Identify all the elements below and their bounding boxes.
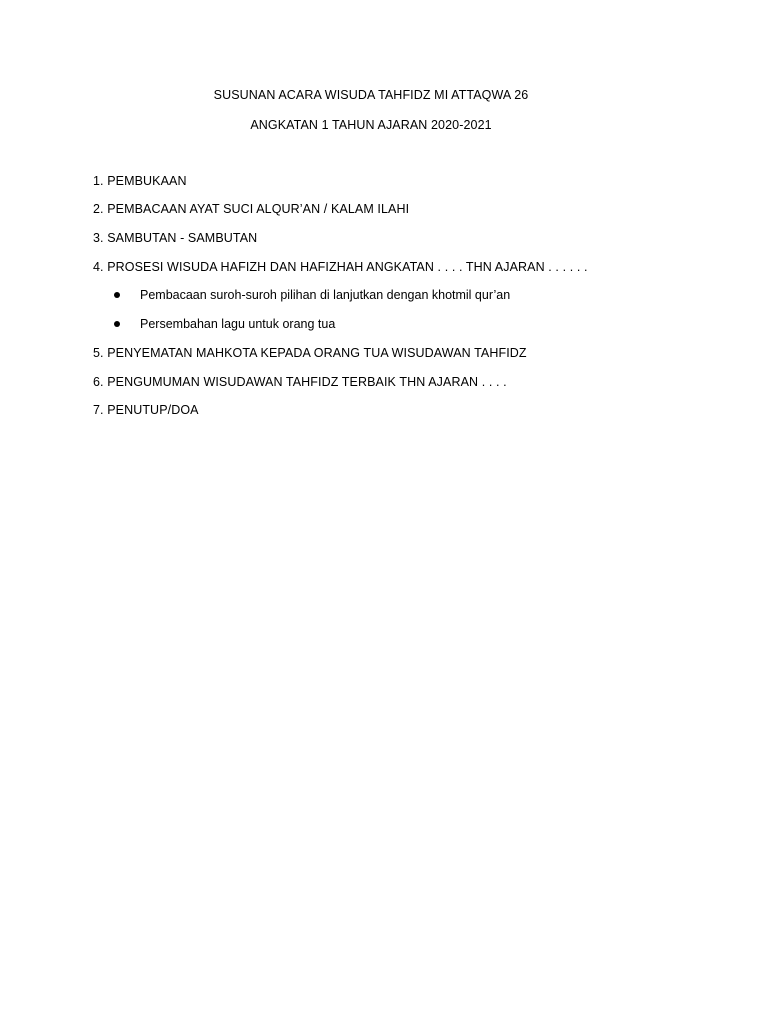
- agenda-subitem-2: [114, 317, 335, 331]
- bullet-icon: [114, 292, 120, 298]
- agenda-subitem-text: Persembahan lagu untuk orang tua: [140, 317, 336, 331]
- document-title: SUSUNAN ACARA WISUDA TAHFIDZ MI ATTAQWA 26: [213, 88, 529, 102]
- document-subtitle: ANGKATAN 1 TAHUN AJARAN 2020-2021: [250, 118, 492, 132]
- agenda-item-6: 6. PENGUMUMAN WISUDAWAN TAHFIDZ TERBAIK THN AJARAN . . . .: [93, 375, 507, 389]
- agenda-item-2: 2. PEMBACAAN AYAT SUCI ALQUR’AN / KALAM ILAHI: [93, 202, 410, 216]
- agenda-item-3: 3. SAMBUTAN - SAMBUTAN: [93, 231, 258, 245]
- agenda-item-4: 4. PROSESI WISUDA HAFIZH DAN HAFIZHAH ANGKATAN . . . . THN AJARAN . . . . . .: [93, 260, 588, 274]
- bullet-icon: [114, 321, 120, 327]
- agenda-subitem-text: Pembacaan suroh-suroh pilihan di lanjutkan dengan khotmil qur’an: [140, 288, 511, 302]
- agenda-subitem-1: [114, 288, 510, 302]
- agenda-item-7: 7. PENUTUP/DOA: [93, 403, 199, 417]
- agenda-item-1: 1. PEMBUKAAN: [93, 174, 187, 188]
- agenda-item-5: 5. PENYEMATAN MAHKOTA KEPADA ORANG TUA WISUDAWAN TAHFIDZ: [93, 346, 527, 360]
